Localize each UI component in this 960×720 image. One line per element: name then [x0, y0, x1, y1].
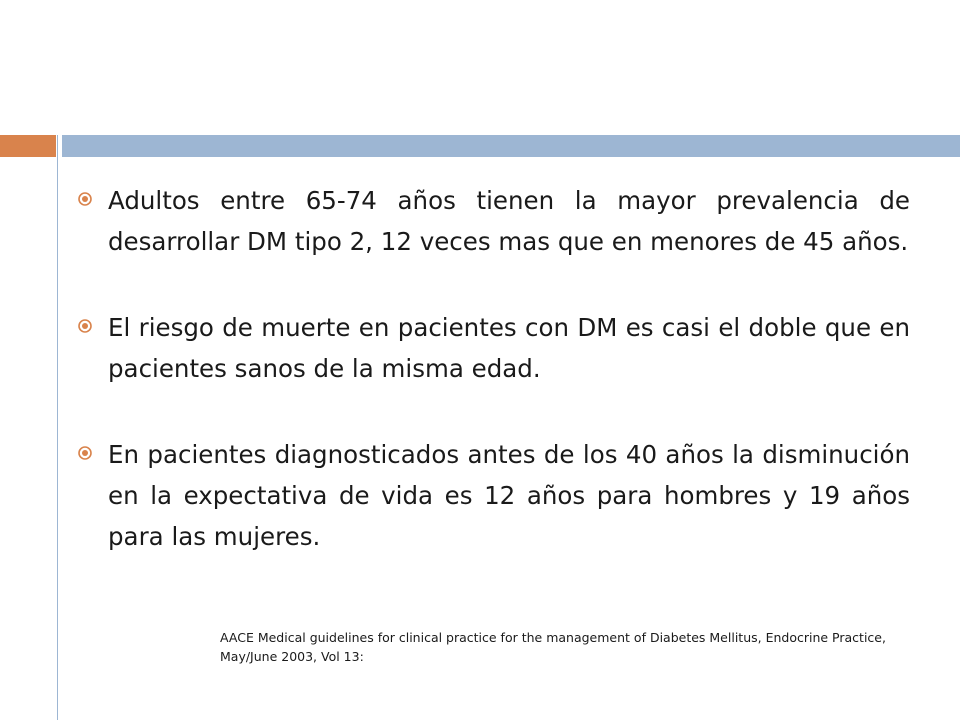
citation: [220, 628, 910, 666]
bullet-text: El riesgo de muerte en pacientes con DM es casi el doble que en pacientes sanos de la misma edad.: [108, 313, 910, 383]
bullet-item: [78, 180, 910, 262]
circled-dot-bullet-icon: [78, 192, 92, 206]
bullet-text: En pacientes diagnosticados antes de los 40 años la disminución en la expectativa de vida es 12 años para hombres y 19 años para las mujeres.: [108, 440, 910, 551]
bullet-text: Adultos entre 65-74 años tienen la mayor prevalencia de desarrollar DM tipo 2, 12 veces mas que en menores de 45 años.: [108, 186, 910, 256]
bullet-list: [78, 180, 910, 602]
circled-dot-bullet-icon: [78, 319, 92, 333]
citation-line-2: May/June 2003, Vol 13:: [220, 649, 364, 664]
header-accent-bar-blue: [62, 135, 960, 157]
header-accent-bar-orange: [0, 135, 56, 157]
citation-line-1: AACE Medical guidelines for clinical practice for the management of Diabetes Mellitus, Endocrine Practice,: [220, 630, 886, 645]
circled-dot-bullet-icon: [78, 446, 92, 460]
bullet-item: [78, 434, 910, 557]
bullet-item: [78, 307, 910, 389]
left-accent-line: [57, 135, 58, 720]
